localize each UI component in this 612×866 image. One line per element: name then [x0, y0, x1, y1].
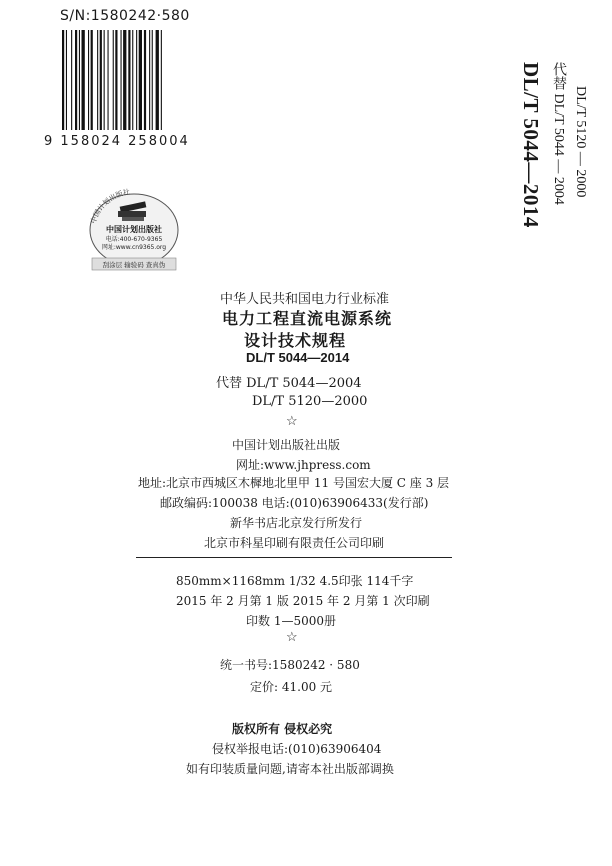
stamp-publisher: 中国计划出版社: [106, 225, 162, 234]
stamp-bottom: 刮涂层 输验码 查真伪: [102, 261, 166, 269]
title-line-1: 电力工程直流电源系统: [222, 309, 393, 328]
title-line-2: 设计技术规程: [244, 331, 347, 350]
barcode-number: 9 158024 258004: [44, 134, 190, 149]
print-run: 印数 1—5000册: [246, 614, 336, 628]
barcode-bars: [62, 30, 196, 138]
anti-counterfeit-stamp: [80, 178, 188, 278]
barcode-bar: [100, 30, 102, 130]
replace-line-2: DL/T 5120—2000: [252, 394, 368, 409]
edition-info: 2015 年 2 月第 1 版 2015 年 2 月第 1 次印刷: [176, 594, 430, 608]
barcode-bar: [71, 30, 72, 130]
publisher-address: 地址:北京市西城区木樨地北里甲 11 号国宏大厦 C 座 3 层: [138, 476, 450, 490]
spine-replace-2: DL/T 5120 — 2000: [573, 86, 588, 198]
standard-category: 中华人民共和国电力行业标准: [220, 292, 390, 307]
barcode-bar: [97, 30, 98, 130]
barcode-bar: [115, 30, 117, 130]
barcode-bar: [82, 30, 85, 130]
publisher-contact: 邮政编码:100038 电话:(010)63906433(发行部): [160, 496, 429, 510]
barcode-bar: [128, 30, 130, 130]
piracy-hotline: 侵权举报电话:(010)63906404: [212, 742, 382, 756]
replace-line-1: 代替 DL/T 5044—2004: [216, 376, 362, 391]
star-divider-1: ☆: [286, 414, 298, 429]
distributor: 新华书店北京发行所发行: [230, 516, 363, 530]
barcode-bar: [144, 30, 146, 130]
barcode-bar: [139, 30, 142, 130]
barcode-bar: [152, 30, 153, 130]
barcode-bar: [104, 30, 105, 130]
barcode-sn: S/N:1580242·580: [60, 8, 190, 24]
divider-rule: [136, 557, 452, 558]
spine-replace-1: 代替 DL/T 5044 — 2004: [551, 62, 566, 205]
stamp-website: 网址:www.cn9365.org: [101, 244, 167, 251]
barcode-bar: [161, 30, 162, 130]
barcode-bar: [132, 30, 133, 130]
quality-notice: 如有印装质量问题,请寄本社出版部调换: [186, 762, 394, 776]
copyright-notice: 版权所有 侵权必究: [232, 722, 333, 736]
isbn: 统一书号:1580242 · 580: [220, 658, 360, 672]
barcode-bar: [75, 30, 77, 130]
publisher-website: 网址:www.jhpress.com: [236, 458, 371, 472]
standard-code: DL/T 5044—2014: [246, 350, 350, 365]
barcode-bar: [91, 30, 93, 130]
stamp-phone: 电话:400-670-9365: [105, 236, 163, 243]
printer: 北京市科星印刷有限责任公司印刷: [204, 536, 385, 550]
barcode-bar: [121, 30, 122, 130]
price: 定价: 41.00 元: [250, 680, 333, 694]
barcode-bar: [62, 30, 64, 130]
barcode-bar: [108, 30, 109, 130]
book-format: 850mm×1168mm 1/32 4.5印张 114千字: [176, 574, 414, 588]
barcode-bar: [156, 30, 159, 130]
barcode-bar: [79, 30, 80, 130]
spine-standard-code: DL/T 5044—2014: [519, 62, 543, 228]
stamp-ring-text: 中国计划出版社: [89, 188, 131, 225]
barcode-bar: [66, 30, 67, 130]
barcode-bar: [149, 30, 150, 130]
barcode-bar: [88, 30, 89, 130]
star-divider-2: ☆: [286, 630, 298, 645]
barcode-bar: [113, 30, 114, 130]
publisher-name: 中国计划出版社出版: [232, 438, 341, 452]
barcode-bar: [123, 30, 126, 130]
barcode-bar: [136, 30, 137, 130]
